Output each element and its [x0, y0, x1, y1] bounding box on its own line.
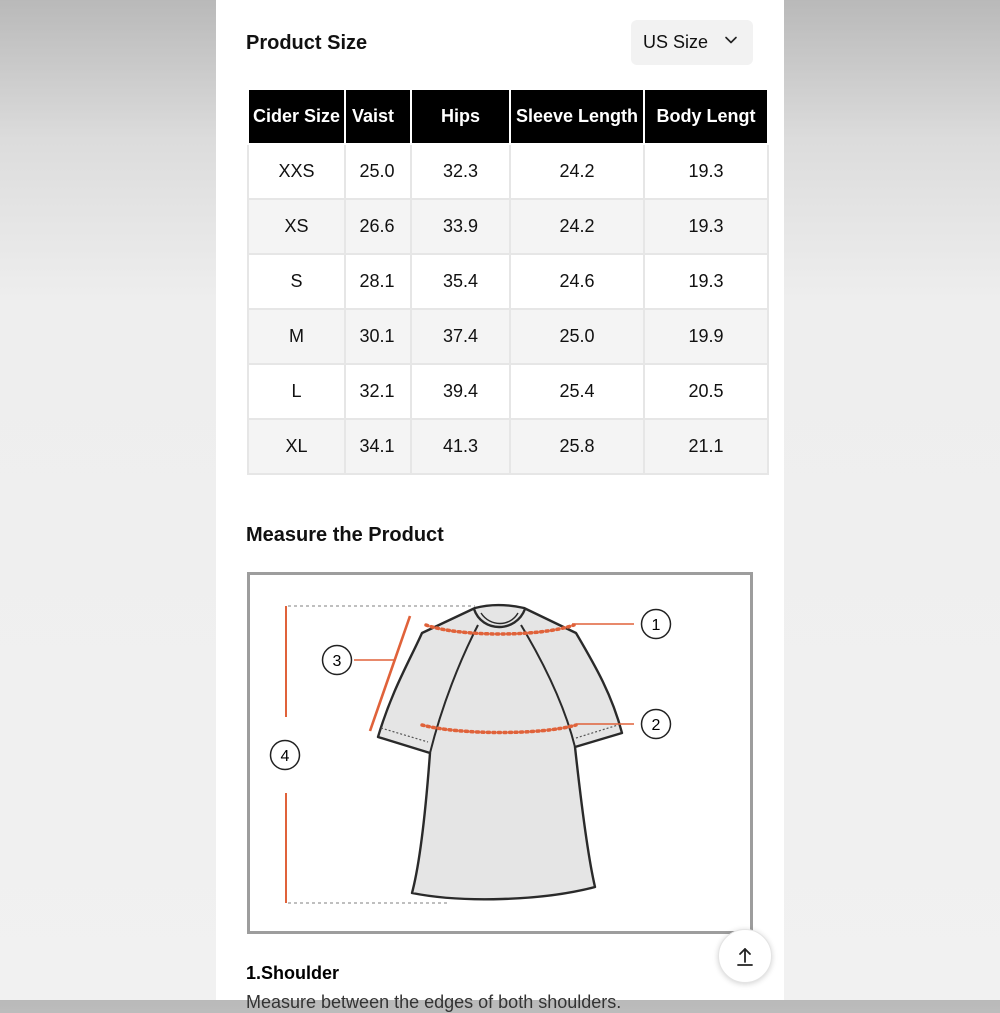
- cell-sleeve-length: 24.2: [510, 199, 644, 254]
- cell-size: M: [248, 309, 345, 364]
- cell-waist: 25.0: [345, 144, 411, 199]
- cell-body-length: 19.3: [644, 199, 768, 254]
- marker-3: [323, 646, 352, 675]
- cell-body-length: 19.3: [644, 254, 768, 309]
- header-sleeve-length: Sleeve Length: [510, 90, 644, 144]
- cell-body-length: 19.3: [644, 144, 768, 199]
- table-row: [248, 419, 768, 474]
- back-to-top-button[interactable]: [718, 929, 772, 983]
- size-unit-value: US Size: [643, 32, 709, 52]
- cell-hips: 39.4: [411, 364, 510, 419]
- cell-body-length: 19.9: [644, 309, 768, 364]
- cell-hips: 32.3: [411, 144, 510, 199]
- cell-body-length: 21.1: [644, 419, 768, 474]
- cell-size: XXS: [248, 144, 345, 199]
- svg-text:2: 2: [651, 717, 661, 734]
- cell-sleeve-length: 25.0: [510, 309, 644, 364]
- header-cider-size: Cider Size: [248, 90, 345, 144]
- cell-size: XL: [248, 419, 345, 474]
- cell-waist: 32.1: [345, 364, 411, 419]
- header-body-length: Body Lengt: [644, 90, 768, 144]
- marker-2: [642, 710, 671, 739]
- table-row: [248, 144, 768, 199]
- header-hips: Hips: [411, 90, 510, 144]
- chevron-down-icon: [725, 34, 737, 46]
- cell-sleeve-length: 24.2: [510, 144, 644, 199]
- marker-4: [271, 741, 300, 770]
- cell-size: XS: [248, 199, 345, 254]
- cell-waist: 26.6: [345, 199, 411, 254]
- cell-sleeve-length: 24.6: [510, 254, 644, 309]
- cell-hips: 41.3: [411, 419, 510, 474]
- table-row: [248, 364, 768, 419]
- size-unit-select[interactable]: [631, 20, 753, 65]
- cell-waist: 28.1: [345, 254, 411, 309]
- svg-text:4: 4: [280, 748, 290, 765]
- header-waist: Vaist: [345, 90, 411, 144]
- cell-hips: 37.4: [411, 309, 510, 364]
- marker-1: [642, 610, 671, 639]
- shoulder-measure-text: Measure between the edges of both shoulders.: [246, 992, 622, 1012]
- measure-product-title: Measure the Product: [246, 524, 444, 546]
- svg-text:1: 1: [651, 617, 661, 634]
- cell-body-length: 20.5: [644, 364, 768, 419]
- t-shirt-icon: [250, 575, 750, 931]
- measurement-diagram: [247, 572, 753, 934]
- size-table-header-row: [248, 90, 768, 144]
- arrow-up-icon: [734, 945, 756, 967]
- size-table: [247, 90, 769, 475]
- cell-waist: 30.1: [345, 309, 411, 364]
- product-size-title: Product Size: [246, 32, 368, 54]
- table-row: [248, 199, 768, 254]
- cell-waist: 34.1: [345, 419, 411, 474]
- shoulder-measure-title: 1.Shoulder: [246, 963, 340, 983]
- cell-hips: 35.4: [411, 254, 510, 309]
- cell-size: L: [248, 364, 345, 419]
- size-table-container[interactable]: [247, 90, 756, 475]
- table-row: [248, 254, 768, 309]
- cell-sleeve-length: 25.4: [510, 364, 644, 419]
- table-row: [248, 309, 768, 364]
- cell-sleeve-length: 25.8: [510, 419, 644, 474]
- svg-text:3: 3: [332, 653, 342, 670]
- cell-hips: 33.9: [411, 199, 510, 254]
- product-page: [216, 0, 784, 1012]
- cell-size: S: [248, 254, 345, 309]
